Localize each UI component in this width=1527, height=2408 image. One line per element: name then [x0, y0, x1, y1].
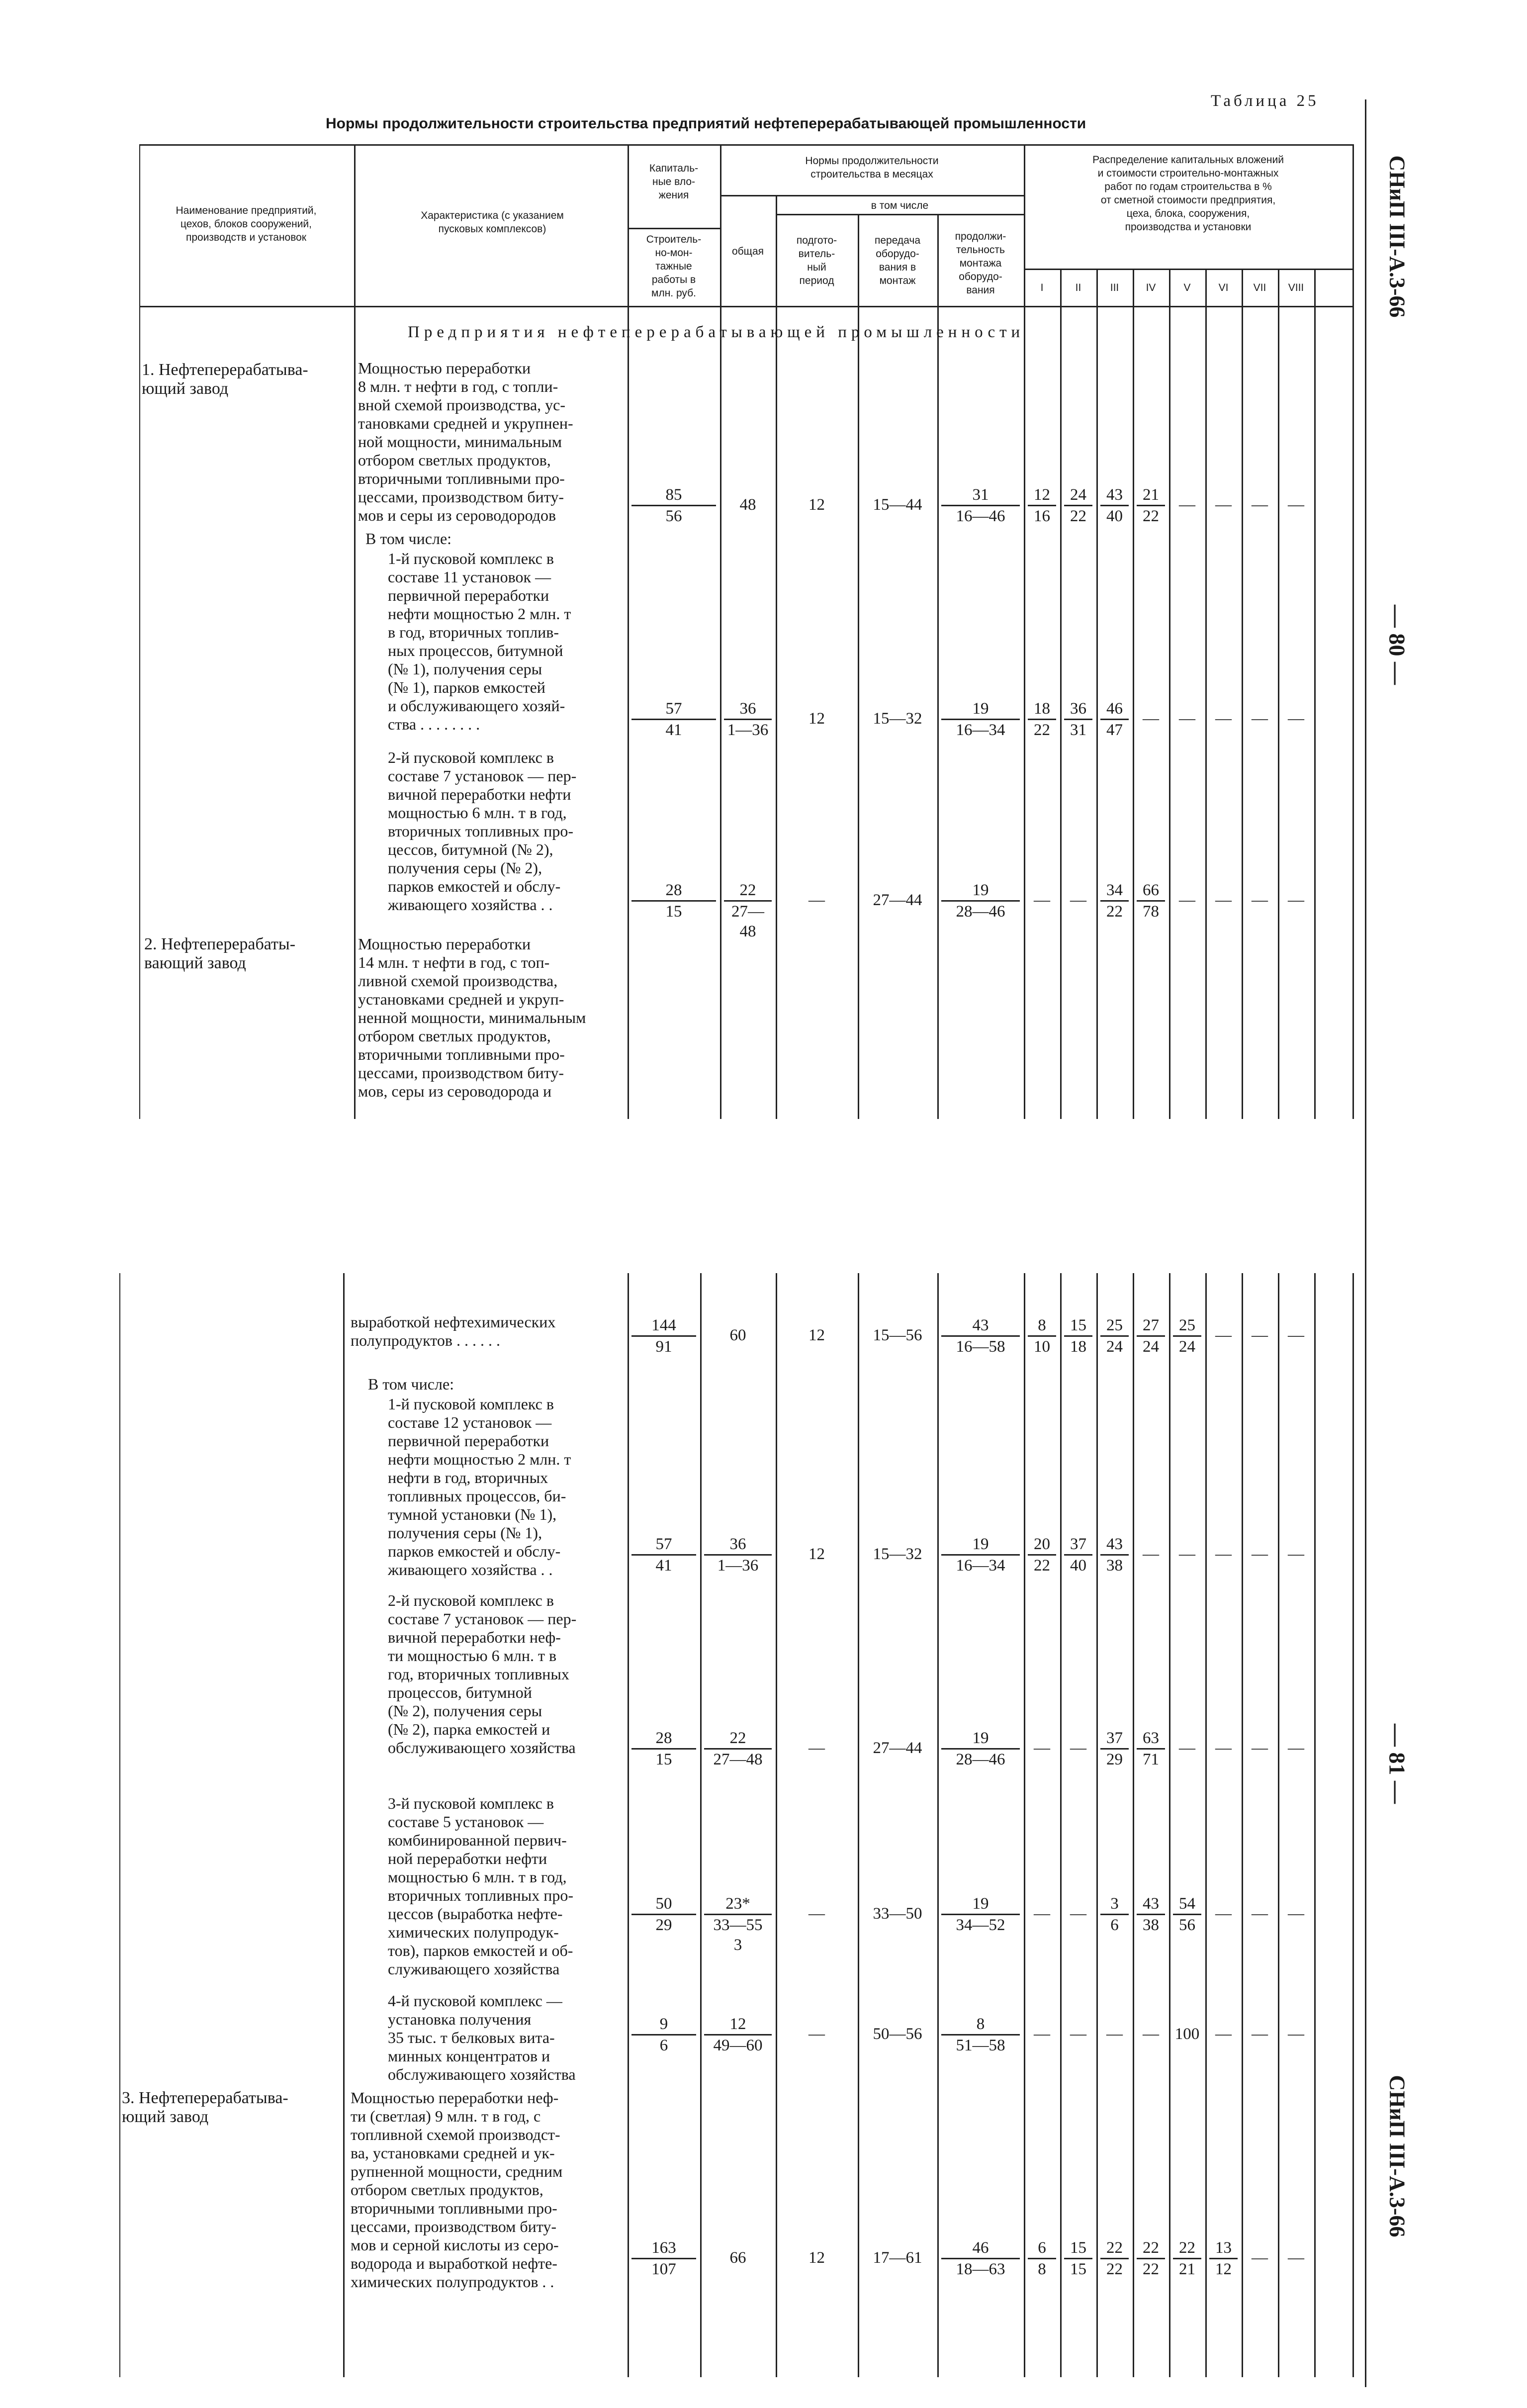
year-6-cell-5: — — [1215, 1739, 1232, 1757]
year-5-cell-7: 100 — [1174, 2025, 1200, 2043]
year-6-cell-8 — [1209, 2238, 1238, 2279]
prep-cell-1: 12 — [808, 710, 825, 728]
year-3-cell-6 — [1100, 1894, 1129, 1935]
cap-cell-8-denominator: 107 — [651, 2260, 676, 2278]
year-3-cell-4-numerator: 43 — [1100, 1534, 1129, 1556]
header-characteristic: Характеристика (с указанием пусковых комплексов) — [421, 210, 564, 235]
year-5-cell-6 — [1173, 1894, 1201, 1935]
duration-cell-7-numerator: 8 — [941, 2014, 1020, 2036]
duration-cell-4-numerator: 19 — [941, 1534, 1020, 1556]
year-2-cell-8 — [1064, 2238, 1092, 2279]
total-cell-1-numerator: 36 — [724, 699, 772, 720]
year-3-cell-5 — [1100, 1728, 1129, 1769]
duration-cell-4 — [941, 1534, 1020, 1575]
year-6-cell-1: — — [1215, 710, 1232, 728]
header-year-3: III — [1110, 282, 1119, 293]
year-6-cell-2: — — [1215, 891, 1232, 909]
cap-cell-1-denominator: 41 — [665, 721, 682, 739]
year-4-cell-0 — [1137, 485, 1165, 526]
year-5-cell-6-denominator: 56 — [1179, 1916, 1195, 1934]
duration-cell-6 — [941, 1894, 1020, 1935]
year-6-cell-3: — — [1215, 1326, 1232, 1344]
year-1-cell-8 — [1028, 2238, 1056, 2279]
plant-1-complex-1: 1-й пусковой комплекс в составе 11 установок — первичной переработки нефти мощностью 2 млн. т в год, вторичных топлив- ных процессов, битумной (№ 1), получения серы (№ 1), парков емкостей и обслуживающего хозяй- ства . . . . . . . . — [388, 550, 571, 733]
transfer-cell-7: 50—56 — [873, 2025, 922, 2043]
year-6-cell-0: — — [1215, 496, 1232, 514]
right-rule — [1365, 99, 1366, 2387]
transfer-cell-1: 15—32 — [873, 710, 922, 728]
year-2-cell-1-denominator: 31 — [1070, 721, 1086, 739]
year-5-cell-8-denominator: 21 — [1179, 2260, 1195, 2278]
cap-cell-5-numerator: 28 — [631, 1728, 696, 1750]
year-2-cell-5: — — [1070, 1739, 1086, 1757]
year-6-cell-4: — — [1215, 1545, 1232, 1563]
duration-cell-3-numerator: 43 — [941, 1315, 1020, 1337]
header-year-6: VI — [1218, 282, 1229, 293]
year-5-cell-8 — [1173, 2238, 1201, 2279]
duration-cell-5-numerator: 19 — [941, 1728, 1020, 1750]
year-5-cell-4: — — [1179, 1545, 1195, 1563]
header-norms: Нормы продолжительности строительства в месяцах — [805, 155, 939, 180]
header-year-1: I — [1040, 282, 1044, 293]
cap-cell-0-denominator: 56 — [665, 507, 682, 525]
year-4-cell-8 — [1137, 2238, 1165, 2279]
year-4-cell-3-numerator: 27 — [1137, 1315, 1165, 1337]
total-cell-6-denominator: 33—55 — [713, 1916, 763, 1934]
year-2-cell-4-numerator: 37 — [1064, 1534, 1092, 1556]
header-cmw: Строитель- но-мон- тажные работы в млн. руб. — [646, 234, 702, 299]
year-4-cell-2-denominator: 78 — [1143, 903, 1159, 921]
year-1-cell-0 — [1028, 485, 1056, 526]
total-cell-2-numerator: 22 — [724, 880, 772, 902]
year-1-cell-3-denominator: 10 — [1034, 1338, 1050, 1356]
total-cell-4-denominator: 1—36 — [717, 1557, 759, 1574]
year-3-cell-3 — [1100, 1315, 1129, 1357]
transfer-cell-3: 15—56 — [873, 1326, 922, 1344]
year-1-cell-4 — [1028, 1534, 1056, 1575]
year-5-cell-1: — — [1179, 710, 1195, 728]
total-cell-3: 60 — [729, 1326, 746, 1344]
duration-cell-2-denominator: 28—46 — [956, 903, 1005, 921]
year-4-cell-6-numerator: 43 — [1137, 1894, 1165, 1915]
prep-cell-6: — — [808, 1905, 825, 1923]
cap-cell-8 — [631, 2238, 696, 2279]
cap-cell-1-numerator: 57 — [631, 699, 716, 720]
year-1-cell-1-numerator: 18 — [1028, 699, 1056, 720]
plant-3-description: Мощностью переработки неф- ти (светлая) 9 млн. т в год, с топливной схемой производст- ва, установками средней и ук- рупненной мощности, средним отбором светлых продуктов, вторичными топливными про- цессами, производством биту- мов и серной кислоты из серо- водорода и выработкой нефте- химических полупродуктов . . — [351, 2089, 563, 2291]
duration-cell-2-numerator: 19 — [941, 880, 1020, 902]
year-1-cell-0-denominator: 16 — [1034, 507, 1050, 525]
year-3-cell-7: — — [1106, 2025, 1123, 2043]
year-5-cell-8-numerator: 22 — [1173, 2238, 1201, 2259]
year-4-cell-5 — [1137, 1728, 1165, 1769]
transfer-cell-4: 15—32 — [873, 1545, 922, 1563]
year-3-cell-3-denominator: 24 — [1106, 1338, 1123, 1356]
year-6-cell-8-numerator: 13 — [1209, 2238, 1238, 2259]
page-number-81: — 81 — — [1384, 1724, 1410, 1804]
year-7-cell-0: — — [1252, 496, 1268, 514]
year-3-cell-5-numerator: 37 — [1100, 1728, 1129, 1750]
running-head-bottom: СНиП III-А.3-66 — [1385, 2075, 1410, 2237]
duration-cell-4-denominator: 16—34 — [956, 1557, 1005, 1574]
year-2-cell-0-denominator: 22 — [1070, 507, 1086, 525]
year-3-cell-0-numerator: 43 — [1100, 485, 1129, 506]
year-3-cell-6-denominator: 6 — [1110, 1916, 1119, 1934]
year-3-cell-4 — [1100, 1534, 1129, 1575]
year-1-cell-4-numerator: 20 — [1028, 1534, 1056, 1556]
year-8-cell-7: — — [1288, 2025, 1304, 2043]
total-cell-1 — [724, 699, 772, 740]
cap-cell-8-numerator: 163 — [631, 2238, 696, 2259]
header-duration: продолжи- тельность монтажа оборудо- вания — [955, 231, 1006, 296]
total-cell-5 — [704, 1728, 772, 1769]
year-1-cell-1 — [1028, 699, 1056, 740]
duration-cell-3-denominator: 16—58 — [956, 1338, 1005, 1356]
year-3-cell-0 — [1100, 485, 1129, 526]
header-total: общая — [731, 246, 764, 257]
year-4-cell-2 — [1137, 880, 1165, 922]
transfer-cell-0: 15—44 — [873, 496, 922, 514]
year-2-cell-3-numerator: 15 — [1064, 1315, 1092, 1337]
year-4-cell-8-denominator: 22 — [1143, 2260, 1159, 2278]
year-2-cell-6: — — [1070, 1905, 1086, 1923]
year-3-cell-1-numerator: 46 — [1100, 699, 1129, 720]
year-1-cell-2: — — [1034, 891, 1050, 909]
duration-cell-1-numerator: 19 — [941, 699, 1020, 720]
total-cell-7-denominator: 49—60 — [713, 2037, 763, 2054]
duration-cell-2 — [941, 880, 1020, 922]
total-cell-5-numerator: 22 — [704, 1728, 772, 1750]
total-cell-2-denominator: 27—48 — [731, 903, 764, 940]
year-8-cell-8: — — [1288, 2249, 1304, 2267]
plant-2-complex-3: 3-й пусковой комплекс в составе 5 установок — комбинированной первич- ной переработки нефти мощностью 6 млн. т в год, вторичных топливных про- цессов (выработка нефте- химических полупродук- тов), парков емкостей и об- служивающего хозяйства — [388, 1794, 574, 1978]
page-number-80: — 80 — — [1384, 605, 1410, 685]
year-2-cell-4-denominator: 40 — [1070, 1557, 1086, 1574]
plant-2-complex-2: 2-й пусковой комплекс в составе 7 установок — пер- вичной переработки неф- ти мощностью 6 млн. т в год, вторичных топливных процессов, битумной (№ 2), получения серы (№ 2), парка емкостей и обслуживающего хозяйства — [388, 1591, 577, 1757]
duration-cell-6-numerator: 19 — [941, 1894, 1020, 1915]
duration-cell-7-denominator: 51—58 — [956, 2037, 1005, 2054]
transfer-cell-5: 27—44 — [873, 1739, 922, 1757]
year-2-cell-1 — [1064, 699, 1092, 740]
prep-cell-2: — — [808, 891, 825, 909]
year-4-cell-0-numerator: 21 — [1137, 485, 1165, 506]
year-1-cell-8-numerator: 6 — [1028, 2238, 1056, 2259]
year-1-cell-3-numerator: 8 — [1028, 1315, 1056, 1337]
cap-cell-4-numerator: 57 — [631, 1534, 696, 1556]
duration-cell-8-numerator: 46 — [941, 2238, 1020, 2259]
header-year-7: VII — [1253, 282, 1266, 293]
year-4-cell-6 — [1137, 1894, 1165, 1935]
year-8-cell-1: — — [1288, 710, 1304, 728]
total-cell-7 — [704, 2014, 772, 2055]
total-cell-0: 48 — [739, 496, 756, 514]
plant-2-complex-4: 4-й пусковой комплекс — установка получения 35 тыс. т белковых вита- минных концентратов и обслуживающего хозяйства — [388, 1992, 576, 2083]
year-5-cell-2: — — [1179, 891, 1195, 909]
year-3-cell-4-denominator: 38 — [1106, 1557, 1123, 1574]
year-3-cell-0-denominator: 40 — [1106, 507, 1123, 525]
duration-cell-0-numerator: 31 — [941, 485, 1020, 506]
transfer-cell-2: 27—44 — [873, 891, 922, 909]
duration-cell-1-denominator: 16—34 — [956, 721, 1005, 739]
year-4-cell-0-denominator: 22 — [1143, 507, 1159, 525]
header-year-2: II — [1075, 282, 1081, 293]
cap-cell-0-numerator: 85 — [631, 485, 716, 506]
duration-cell-1 — [941, 699, 1020, 740]
year-2-cell-0-numerator: 24 — [1064, 485, 1092, 506]
year-1-cell-4-denominator: 22 — [1034, 1557, 1050, 1574]
year-4-cell-3-denominator: 24 — [1143, 1338, 1159, 1356]
plant-3-name: 3. Нефтеперерабатыва- ющий завод — [122, 2089, 288, 2126]
year-8-cell-3: — — [1288, 1326, 1304, 1344]
cap-cell-0 — [631, 485, 716, 526]
prep-cell-3: 12 — [808, 1326, 825, 1344]
header-capital: Капиталь- ные вло- жения — [649, 163, 699, 201]
plant-2-description-cont: выработкой нефтехимических полупродуктов . . . . . . — [351, 1313, 556, 1349]
total-cell-4-numerator: 36 — [704, 1534, 772, 1556]
year-1-cell-1-denominator: 22 — [1034, 721, 1050, 739]
cap-cell-1 — [631, 699, 716, 740]
year-2-cell-7: — — [1070, 2025, 1086, 2043]
year-7-cell-4: — — [1252, 1545, 1268, 1563]
year-8-cell-4: — — [1288, 1545, 1304, 1563]
header-including: в том числе — [871, 200, 929, 211]
year-4-cell-7: — — [1143, 2025, 1159, 2043]
total-cell-4 — [704, 1534, 772, 1575]
header-year-8: VIII — [1288, 282, 1304, 293]
header-year-4: IV — [1146, 282, 1156, 293]
year-5-cell-6-numerator: 54 — [1173, 1894, 1201, 1915]
cap-cell-3-denominator: 91 — [655, 1338, 672, 1356]
year-6-cell-6: — — [1215, 1905, 1232, 1923]
year-3-cell-2 — [1100, 880, 1129, 922]
year-7-cell-3: — — [1252, 1326, 1268, 1344]
year-1-cell-6: — — [1034, 1905, 1050, 1923]
year-4-cell-5-denominator: 71 — [1143, 1751, 1159, 1768]
year-2-cell-3 — [1064, 1315, 1092, 1357]
year-3-cell-8 — [1100, 2238, 1129, 2279]
cap-cell-6-denominator: 29 — [655, 1916, 672, 1934]
duration-cell-8-denominator: 18—63 — [956, 2260, 1005, 2278]
table-label: Таблица 25 — [1211, 92, 1319, 110]
year-7-cell-7: — — [1252, 2025, 1268, 2043]
year-5-cell-3-denominator: 24 — [1179, 1338, 1195, 1356]
plant-2-description: Мощностью переработки 14 млн. т нефти в год, с топ- ливной схемой производства, установками средней и укруп- ненной мощности, минимальным отбором светлых продуктов, вторичными топливными про- цессами, производством биту- мов, серы из сероводорода и — [358, 935, 586, 1100]
year-3-cell-8-numerator: 22 — [1100, 2238, 1129, 2259]
plant-2-name: 2. Нефтеперерабаты- вающий завод — [144, 935, 296, 972]
year-1-cell-0-numerator: 12 — [1028, 485, 1056, 506]
year-4-cell-1: — — [1143, 710, 1159, 728]
year-6-cell-8-denominator: 12 — [1215, 2260, 1232, 2278]
prep-cell-5: — — [808, 1739, 825, 1757]
section-title: Предприятия нефтеперерабатывающей промышленности — [408, 323, 1025, 341]
year-8-cell-5: — — [1288, 1739, 1304, 1757]
header-distribution: Распределение капитальных вложений и стоимости строительно-монтажных работ по годам строительства в % от сметной стоимости предприятия, цеха, блока, сооружения, производства и установки — [1092, 154, 1284, 233]
year-7-cell-2: — — [1252, 891, 1268, 909]
transfer-cell-6: 33—50 — [873, 1905, 922, 1923]
duration-cell-3 — [941, 1315, 1020, 1357]
year-8-cell-6: — — [1288, 1905, 1304, 1923]
total-cell-6-numerator: 23* — [704, 1894, 772, 1915]
plant-1-name: 1. Нефтеперерабатыва- ющий завод — [142, 361, 308, 398]
duration-cell-5 — [941, 1728, 1020, 1769]
year-7-cell-5: — — [1252, 1739, 1268, 1757]
year-8-cell-2: — — [1288, 891, 1304, 909]
year-2-cell-8-numerator: 15 — [1064, 2238, 1092, 2259]
cap-cell-7-numerator: 9 — [631, 2014, 696, 2036]
duration-cell-5-denominator: 28—46 — [956, 1751, 1005, 1768]
plant-1-description: Мощностью переработки 8 млн. т нефти в год, с топли- вной схемой производства, ус- тановками средней и укрупнен- ной мощности, минимальным отбором светлых продуктов, вторичными топливными про- цессами, производством биту- мов и серы из сероводородов — [358, 359, 573, 524]
year-4-cell-2-numerator: 66 — [1137, 880, 1165, 902]
year-5-cell-5: — — [1179, 1739, 1195, 1757]
cap-cell-6 — [631, 1894, 696, 1935]
year-3-cell-2-numerator: 34 — [1100, 880, 1129, 902]
duration-cell-0 — [941, 485, 1020, 526]
year-2-cell-4 — [1064, 1534, 1092, 1575]
header-prep: подгото- витель- ный период — [796, 235, 837, 286]
total-cell-1-denominator: 1—36 — [727, 721, 769, 739]
cap-cell-4-denominator: 41 — [655, 1557, 672, 1574]
year-1-cell-7: — — [1034, 2025, 1050, 2043]
duration-cell-0-denominator: 16—46 — [956, 507, 1005, 525]
cap-cell-7 — [631, 2014, 696, 2055]
prep-cell-7: — — [808, 2025, 825, 2043]
cap-cell-4 — [631, 1534, 696, 1575]
year-3-cell-6-numerator: 3 — [1100, 1894, 1129, 1915]
cap-cell-5 — [631, 1728, 696, 1769]
year-7-cell-8: — — [1252, 2249, 1268, 2267]
prep-cell-8: 12 — [808, 2249, 825, 2267]
cap-cell-3-numerator: 144 — [631, 1315, 696, 1337]
cap-cell-3 — [631, 1315, 696, 1357]
year-3-cell-8-denominator: 22 — [1106, 2260, 1123, 2278]
year-4-cell-8-numerator: 22 — [1137, 2238, 1165, 2259]
header-transfer: передача оборудо- вания в монтаж — [874, 235, 921, 286]
plant-1-complex-2: 2-й пусковой комплекс в составе 7 установок — пер- вичной переработки нефти мощностью 6 млн. т в год, вторичных топливных про- цессов, битумной (№ 2), получения серы (№ 2), парков емкостей и обслу- живающего хозяйства . . — [388, 748, 577, 914]
year-2-cell-2: — — [1070, 891, 1086, 909]
cap-cell-2 — [631, 880, 716, 922]
year-5-cell-3 — [1173, 1315, 1201, 1357]
plant-2-including: В том числе: — [368, 1375, 454, 1393]
total-cell-6 — [704, 1894, 772, 1955]
table-title: Нормы продолжительности строительства предприятий нефтеперерабатывающей промышленности — [326, 115, 1086, 132]
year-3-cell-3-numerator: 25 — [1100, 1315, 1129, 1337]
year-6-cell-7: — — [1215, 2025, 1232, 2043]
total-cell-2 — [724, 880, 772, 941]
year-2-cell-1-numerator: 36 — [1064, 699, 1092, 720]
cap-cell-6-numerator: 50 — [631, 1894, 696, 1915]
year-2-cell-0 — [1064, 485, 1092, 526]
year-4-cell-6-denominator: 38 — [1143, 1916, 1159, 1934]
total-cell-7-numerator: 12 — [704, 2014, 772, 2036]
year-4-cell-4: — — [1143, 1545, 1159, 1563]
year-8-cell-0: — — [1288, 496, 1304, 514]
year-7-cell-1: — — [1252, 710, 1268, 728]
plant-2-complex-1: 1-й пусковой комплекс в составе 12 установок — первичной переработки нефти мощностью 2 млн. т нефти в год, вторичных топливных процессов, би- тумной установки (№ 1), получения серы (№ 1), парков емкостей и обслу- живающего хозяйства . . — [388, 1395, 571, 1578]
year-3-cell-1-denominator: 47 — [1106, 721, 1123, 739]
year-2-cell-8-denominator: 15 — [1070, 2260, 1086, 2278]
plant-1-including: В том числе: — [365, 530, 452, 548]
year-1-cell-3 — [1028, 1315, 1056, 1357]
running-head-top: СНиП III-А.3-66 — [1385, 155, 1410, 318]
cap-cell-2-numerator: 28 — [631, 880, 716, 902]
total-cell-5-denominator: 27—48 — [713, 1751, 763, 1768]
year-1-cell-5: — — [1034, 1739, 1050, 1757]
cap-cell-7-denominator: 6 — [659, 2037, 668, 2054]
year-3-cell-1 — [1100, 699, 1129, 740]
transfer-cell-8: 17—61 — [873, 2249, 922, 2267]
year-4-cell-3 — [1137, 1315, 1165, 1357]
year-3-cell-5-denominator: 29 — [1106, 1751, 1123, 1768]
duration-cell-8 — [941, 2238, 1020, 2279]
year-5-cell-0: — — [1179, 496, 1195, 514]
header-year-5: V — [1183, 282, 1191, 293]
year-1-cell-8-denominator: 8 — [1038, 2260, 1046, 2278]
cap-cell-2-denominator: 15 — [665, 903, 682, 921]
header-name: Наименование предприятий, цехов, блоков сооружений, производств и установок — [176, 205, 317, 243]
year-3-cell-2-denominator: 22 — [1106, 903, 1123, 921]
duration-cell-6-denominator: 34—52 — [956, 1916, 1005, 1934]
year-2-cell-3-denominator: 18 — [1070, 1338, 1086, 1356]
total-cell-6-note: 3 — [733, 1936, 742, 1954]
total-cell-8: 66 — [729, 2249, 746, 2267]
cap-cell-5-denominator: 15 — [655, 1751, 672, 1768]
prep-cell-4: 12 — [808, 1545, 825, 1563]
year-5-cell-3-numerator: 25 — [1173, 1315, 1201, 1337]
duration-cell-7 — [941, 2014, 1020, 2055]
prep-cell-0: 12 — [808, 496, 825, 514]
year-4-cell-5-numerator: 63 — [1137, 1728, 1165, 1750]
year-7-cell-6: — — [1252, 1905, 1268, 1923]
